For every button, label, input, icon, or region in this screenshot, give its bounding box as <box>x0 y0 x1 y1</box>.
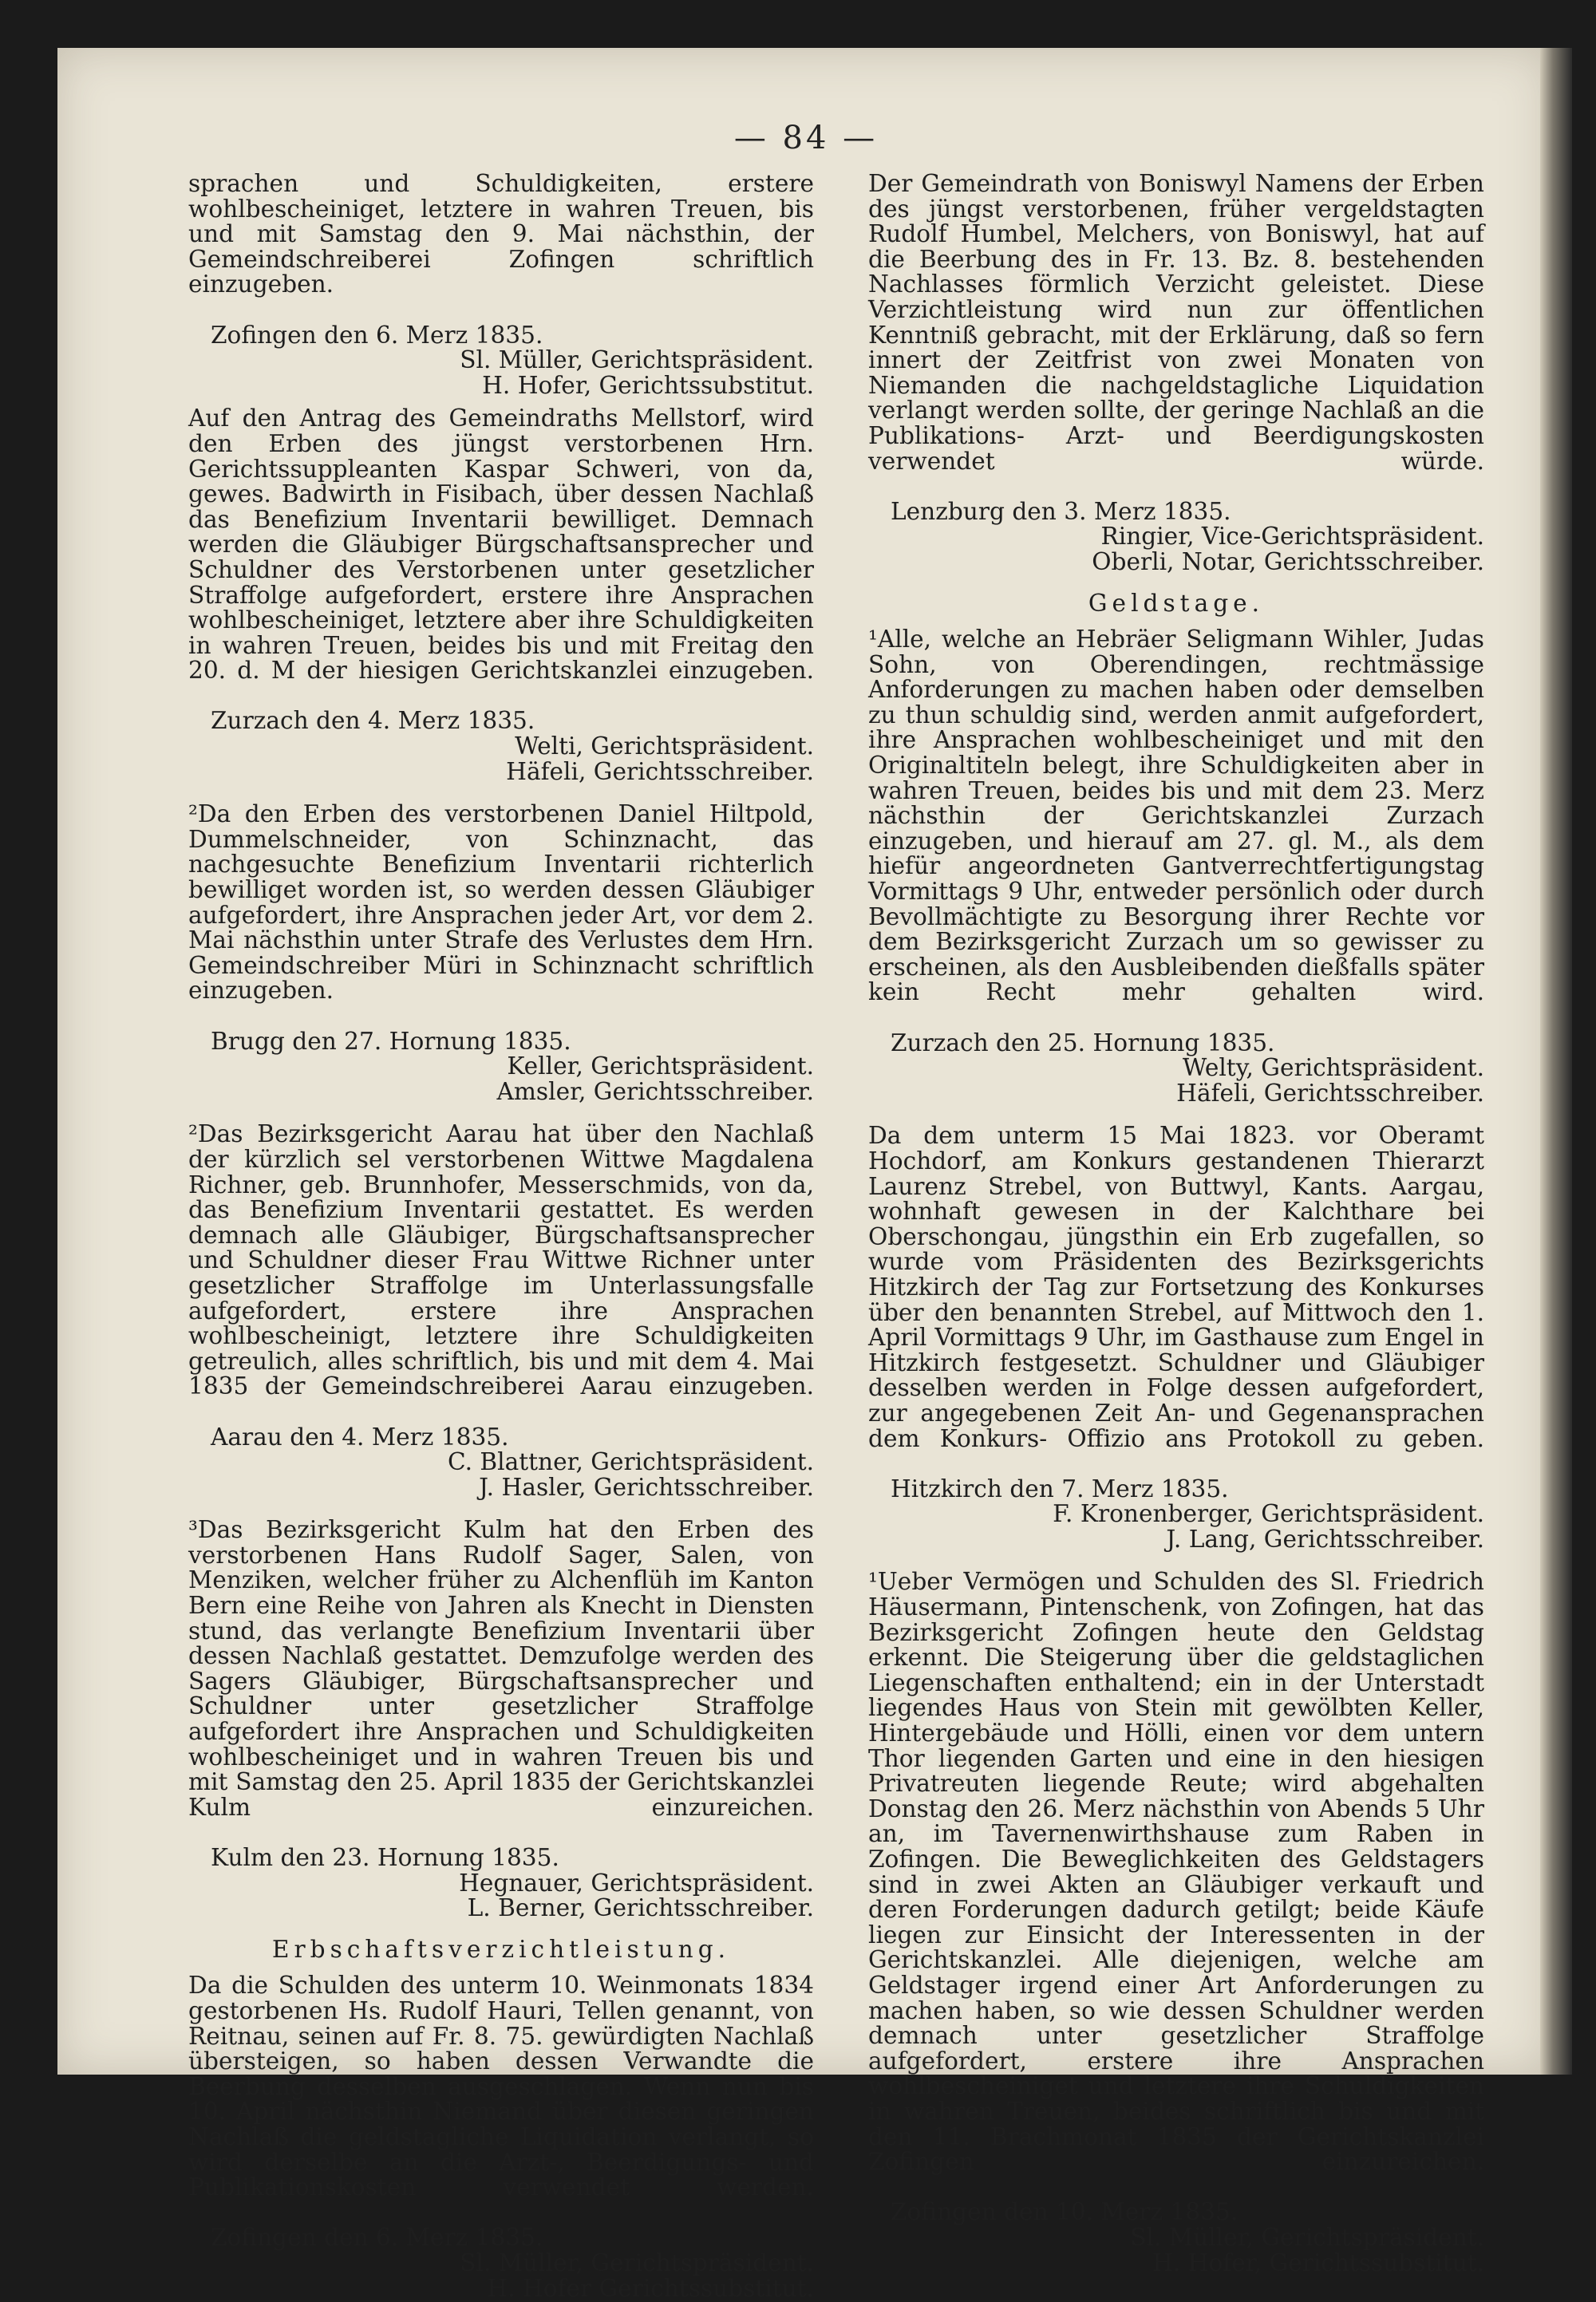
dateline: Lenzburg den 3. Merz 1835. <box>891 497 1231 525</box>
signature: Ringier, Vice-Gerichtspräsident. <box>1100 523 1484 551</box>
notice-text: ²Das Bezirksgericht Aarau hat über den Nachlaß der kürzlich sel verstorbenen Wittwe Magdalena Richner, geb. Brunnhofer, Messerschmids, von da, das Benefizium Inventarii gestattet. Es werden demnach alle Gläubiger, Bürgschaftsansprecher und Schuldner dieser Frau Wittwe Richner unter gesetzlicher Straffolge im Unterlassungsfalle aufgefordert, erstere ihre Ansprachen wohlbescheinigt, letztere ihre Schuldigkeiten getreulich, alles schriftlich, bis und mit dem 4. Mai 1835 der Gemeindschreiberei Aarau einzugeben. <box>188 1120 814 1400</box>
section-heading: Erbschaftsverzichtleistung. <box>271 1935 731 1963</box>
dateline: Zurzach den 25. Hornung 1835. <box>891 1029 1275 1056</box>
notice-text: sprachen und Schuldigkeiten, erstere wohlbescheiniget, letztere in wahren Treuen, bis und mit Samstag den 9. Mai nächsthin, der Gemeindschreiberei Zofingen schriftlich einzugeben. <box>188 170 814 298</box>
notice <box>868 627 1484 1106</box>
signature: C. Blattner, Gerichtspräsident. <box>447 1448 814 1476</box>
signature: H. Hofer, Gerichtssubstitut. <box>1152 2249 1484 2276</box>
notice-text: ¹Ueber Vermögen und Schulden des Sl. Friedrich Häusermann, Pintenschenk, von Zofingen, hat das Bezirksgericht Zofingen heute den Geldstag erkennt. Die Steigerung über die geldstaglichen Liegenschaften enthaltend; ein in der Unterstadt liegendes Haus von Stein mit gewölbten Keller, Hintergebäude und Hölli, einen vor dem untern Thor liegenden Garten und eine in den hiesigen Privatreuten liegende Reute; wird abgehalten Donstag den 26. Merz nächsthin von Abends 5 Uhr an, im Tavernenwirthshause zum Raben in Zofingen. Die Beweglichkeiten des Geldstagers sind in zwei Akten an Gläubiger verkauft und deren Forderungen dadurch getilgt; beide Käufe liegen zur Einsicht der Interessenten in der Gerichtskanzlei. Alle diejenigen, welche am Geldstager irgend einer Art Anforderungen zu machen haben, so wie dessen Schuldner werden demnach unter gesetzlicher Straffolge aufgefordert, erstere ihre Ansprachen wohlbescheiniget und letztere ihre Schuldigkeiten in wahren Treuen, beides schriftlich bis und mit den 11. Brachmonat 1835 der Gerichtskanzlei Zofingen einzureichen. <box>868 1568 1484 2176</box>
signature: Sl. Müller, Gerichtspräsident. <box>460 346 814 374</box>
signature: L. Berner, Gerichtsschreiber. <box>467 1894 814 1922</box>
notice-text: ¹Alle, welche an Hebräer Seligmann Wihler, Judas Sohn, von Oberendingen, rechtmässige Anforderungen zu machen haben oder demselben zu thun schuldig sind, werden anmit aufgefordert, ihre Ansprachen wohlbescheiniget und mit den Originaltiteln belegt, ihre Schuldigkeiten aber in wahren Treuen, beides bis und mit dem 23. Merz nächsthin der Gerichtskanzlei Zurzach einzugeben, und hierauf am 27. gl. M., als dem hiefür angeordneten Gantverrechtfertigungstag Vormittags 9 Uhr, entweder persönlich oder durch Bevollmächtigte zu Besorgung ihrer Rechte vor dem Bezirksgericht Zurzach um so gewisser zu erscheinen, als den Ausbleibenden dießfalls später kein Recht mehr gehalten wird. <box>868 626 1484 1006</box>
dateline: Zurzach den 4. Merz 1835. <box>211 707 535 735</box>
dateline: Zofingen den 10. Merz 1835. <box>891 2198 1238 2226</box>
dateline: Hitzkirch den 7. Merz 1835. <box>891 1475 1229 1502</box>
dateline: Aarau den 4. Merz 1835. <box>211 1423 509 1451</box>
signature: Sl. Müller, Gerichtspräsident. <box>460 2249 814 2276</box>
notice <box>868 1123 1484 1552</box>
signature: Welti, Gerichtspräsident. <box>515 732 814 760</box>
notice <box>868 172 1484 575</box>
signature: J. Hasler, Gerichtsschreiber. <box>479 1473 814 1501</box>
binding-gutter <box>1540 48 1572 2075</box>
dateline: Zofingen den 6. Merz 1835. <box>211 321 543 349</box>
notice-text: Da dem unterm 15 Mai 1823. vor Oberamt Hochdorf, am Konkurs gestandenen Thierarzt Laurenz Strebel, von Buttwyl, Kants. Aargau, wohnhaft gewesen in der Kalchthare bei Oberschongau, jüngsthin ein Erb zugefallen, so wurde vom Präsidenten des Bezirksgerichts Hitzkirch der Tag zur Fortsetzung des Konkurses über den benannten Strebel, auf Mittwoch den 1. April Vormittags 9 Uhr, im Gasthause zum Engel in Hitzkirch festgesetzt. Schuldner und Gläubiger desselben werden in Folge dessen aufgefordert, zur angegebenen Zeit An- und Gegenansprachen dem Konkurs- Offizio ans Protokoll zu geben. <box>868 1122 1484 1452</box>
notice-text: Da die Schulden des unterm 10. Weinmonats 1834 gestorbenen Hs. Rudolf Hauri, Tellen genannt, von Reitnau, seinen auf Fr. 8. 75. gewürdigten Nachlaß übersteigen, so haben dessen Verwandte die Beerbung desselben ausgeschlagen. Wenn nun bis 10. April nächsthin Niemand über diesen geringen Nachlaß die geldstagliche Liquidation verlangt, so wird derselbe an die Arzt-, Beerdigungs- und Publikationskosten verwendet werden. <box>188 1972 814 2201</box>
notice-text: ³Das Bezirksgericht Kulm hat den Erben des verstorbenen Hans Rudolf Sager, Salen, von Menziken, welcher früher zu Alchenflüh im Kanton Bern eine Reihe von Jahren als Knecht in Diensten stund, das verlangte Benefizium Inventarii über dessen Nachlaß gestattet. Demzufolge werden des Sagers Gläubiger, Bürgschaftsansprecher und Schuldner unter gesetzlicher Straffolge aufgefordert ihre Ansprachen und Schuldigkeiten wohlbescheiniget und in wahren Treuen bis und mit Samstag den 25. April 1835 der Gerichtskanzlei Kulm einzureichen. <box>188 1516 814 1821</box>
dateline: Brugg den 27. Hornung 1835. <box>211 1027 571 1055</box>
signature: J. Lang, Gerichtsschreiber. <box>1166 1525 1484 1553</box>
signature: Oberli, Notar, Gerichtsschreiber. <box>1092 547 1484 575</box>
signature: H. Hofer, Gerichtssubstitut. <box>482 371 814 399</box>
notice <box>188 1122 814 1500</box>
notice-text: Der Gemeindrath von Boniswyl Namens der Erben des jüngst verstorbenen, früher vergeldstagten Rudolf Humbel, Melchers, von Boniswyl, hat auf die Beerbung des in Fr. 13. Bz. 8. bestehenden Nachlasses förmlich Verzicht geleistet. Diese Verzichtleistung wird nun zur öffentlichen Kenntniß gebracht, mit der Erklärung, daß so fern innert der Zeitfrist von zwei Monaten von Niemanden die nachgeldstagliche Liquidation verlangt werden sollte, der geringe Nachlaß an die Publikations- Arzt- und Beerdigungskosten verwendet würde. <box>868 170 1484 475</box>
signature: Häfeli, Gerichtsschreiber. <box>506 757 814 785</box>
notice <box>188 1973 814 2301</box>
signature: Hegnauer, Gerichtspräsident. <box>459 1869 814 1897</box>
dateline: Kulm den 23. Hornung 1835. <box>211 1844 559 1871</box>
notice-text: ²Da den Erben des verstorbenen Daniel Hiltpold, Dummelschneider, von Schinznacht, das nachgesuchte Benefizium Inventarii richterlich bewilliget worden ist, so werden dessen Gläubiger aufgefordert, ihre Ansprachen jeder Art, vor dem 2. Mai nächsthin unter Strafe des Verlustes dem Hrn. Gemeindschreiber Müri in Schinznacht schriftlich einzugeben. <box>188 800 814 1005</box>
notice <box>188 172 814 398</box>
notice <box>868 1570 1484 2276</box>
signature: Amsler, Gerichtsschreiber. <box>496 1077 814 1105</box>
signature: F. Kronenberger, Gerichtspräsident. <box>1053 1500 1484 1528</box>
signature: Häfeli, Gerichtsschreiber. <box>1176 1079 1484 1107</box>
signature: Welty, Gerichtspräsident. <box>1182 1054 1484 1082</box>
notice-text: Auf den Antrag des Gemeindraths Mellstorf, wird den Erben des jüngst verstorbenen Hrn. Gerichtssuppleanten Kaspar Schweri, von da, gewes. Badwirth in Fisibach, über dessen Nachlaß das Benefizium Inventarii bewilliget. Demnach werden die Gläubiger Bürgschaftsansprecher und Schuldner des Verstorbenen unter gesetzlicher Straffolge aufgefordert, erstere ihre Ansprachen wohlbescheiniget, letztere aber ihre Schuldigkeiten in wahren Treuen, beides bis und mit Freitag den 20. d. M der hiesigen Gerichtskanzlei einzugeben. <box>188 405 814 685</box>
signature: Keller, Gerichtspräsident. <box>507 1052 814 1080</box>
section-heading: Geldstage. <box>1088 589 1265 617</box>
signature: Sl. Müller, Gerichtspräsident. <box>1130 2223 1484 2251</box>
notice <box>188 406 814 784</box>
dateline: Zofingen den 6. Merz 1835. <box>211 2224 543 2252</box>
notice <box>188 1518 814 1921</box>
left-column <box>188 172 814 2301</box>
notice <box>188 802 814 1104</box>
right-column <box>868 172 1484 2276</box>
page-number: — 84 — <box>733 120 879 156</box>
signature: H. Hofer Gerichtssubstitut. <box>487 2274 814 2302</box>
